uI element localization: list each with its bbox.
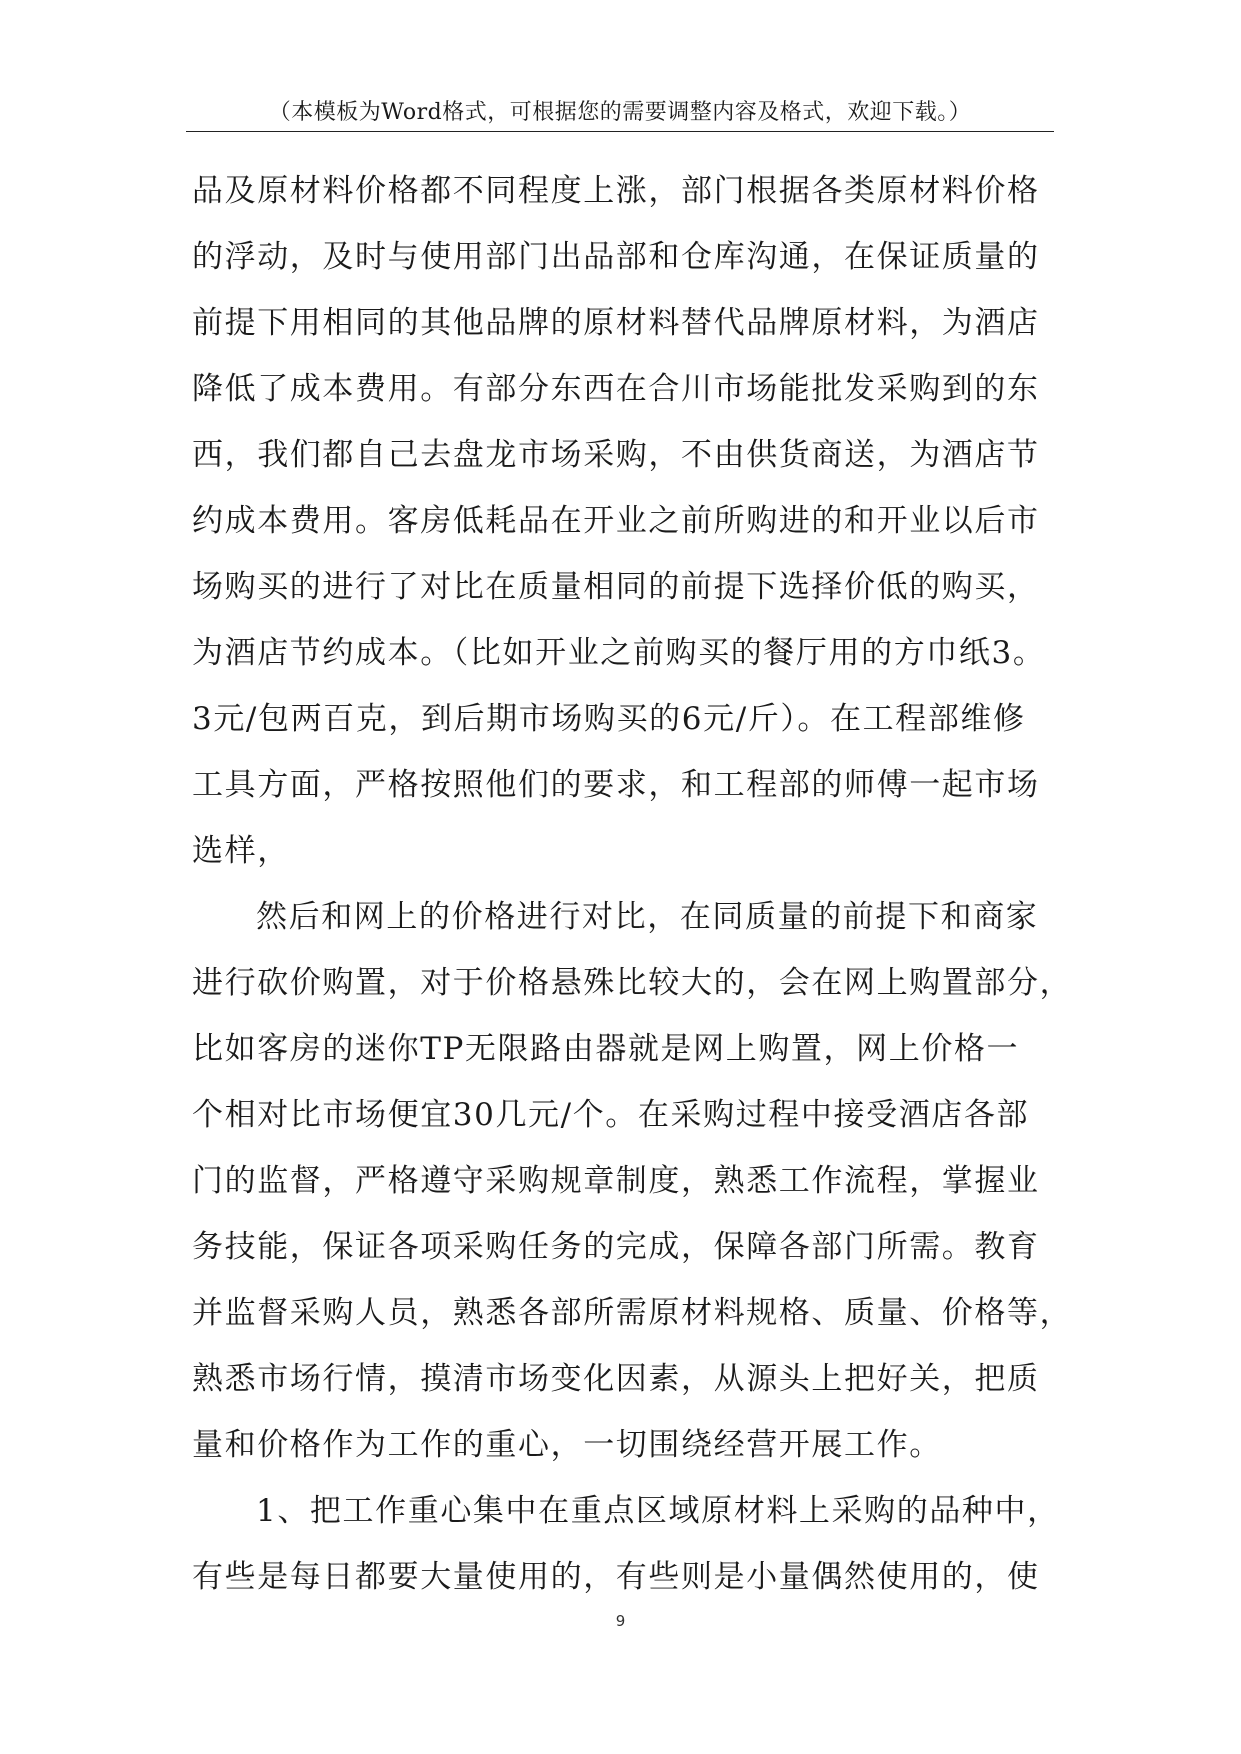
body-text	[192, 158, 1073, 1610]
body-line: 选样，	[192, 833, 290, 869]
body-line: 约成本费用。客房低耗品在开业之前所购进的和开业以后市	[192, 503, 1040, 539]
body-line: 的浮动，及时与使用部门出品部和仓库沟通，在保证质量的	[192, 239, 1040, 275]
body-line: 进行砍价购置，对于价格悬殊比较大的，会在网上购置部分，	[192, 965, 1073, 1001]
body-line: 熟悉市场行情，摸清市场变化因素，从源头上把好关，把质	[192, 1361, 1040, 1397]
body-line: 工具方面，严格按照他们的要求，和工程部的师傅一起市场	[192, 767, 1040, 803]
body-line: 场购买的进行了对比在质量相同的前提下选择价低的购买，	[192, 569, 1040, 605]
header-divider	[186, 131, 1054, 132]
page-number: 9	[615, 1612, 626, 1630]
body-line: 务技能，保证各项采购任务的完成，保障各部门所需。教育	[192, 1229, 1040, 1265]
body-line: 个相对比市场便宜30几元/个。在采购过程中接受酒店各部	[192, 1097, 1030, 1133]
body-line: 并监督采购人员，熟悉各部所需原材料规格、质量、价格等，	[192, 1295, 1073, 1331]
body-line: 西，我们都自己去盘龙市场采购，不由供货商送，为酒店节	[192, 437, 1040, 473]
body-line: 比如客房的迷你TP无限路由器就是网上购置，网上价格一	[192, 1031, 1020, 1067]
page-header: （本模板为Word格式，可根据您的需要调整内容及格式，欢迎下载。）	[268, 100, 972, 125]
body-line: 量和价格作为工作的重心，一切围绕经营开展工作。	[192, 1427, 942, 1463]
body-line: 前提下用相同的其他品牌的原材料替代品牌原材料，为酒店	[192, 305, 1040, 341]
body-line: 为酒店节约成本。（比如开业之前购买的餐厅用的方巾纸3。	[192, 635, 1046, 671]
body-line: 3元/包两百克，到后期市场购买的6元/斤）。在工程部维修	[192, 701, 1026, 737]
body-line: 品及原材料价格都不同程度上涨，部门根据各类原材料价格	[192, 173, 1040, 209]
numbered-item-line: 1、把工作重心集中在重点区域原材料上采购的品种中，	[256, 1493, 1060, 1529]
paragraph-start-line: 然后和网上的价格进行对比，在同质量的前提下和商家	[256, 899, 1039, 935]
body-line: 门的监督，严格遵守采购规章制度，熟悉工作流程，掌握业	[192, 1163, 1040, 1199]
body-line: 有些是每日都要大量使用的，有些则是小量偶然使用的，使	[192, 1559, 1040, 1595]
body-line: 降低了成本费用。有部分东西在合川市场能批发采购到的东	[192, 371, 1040, 407]
